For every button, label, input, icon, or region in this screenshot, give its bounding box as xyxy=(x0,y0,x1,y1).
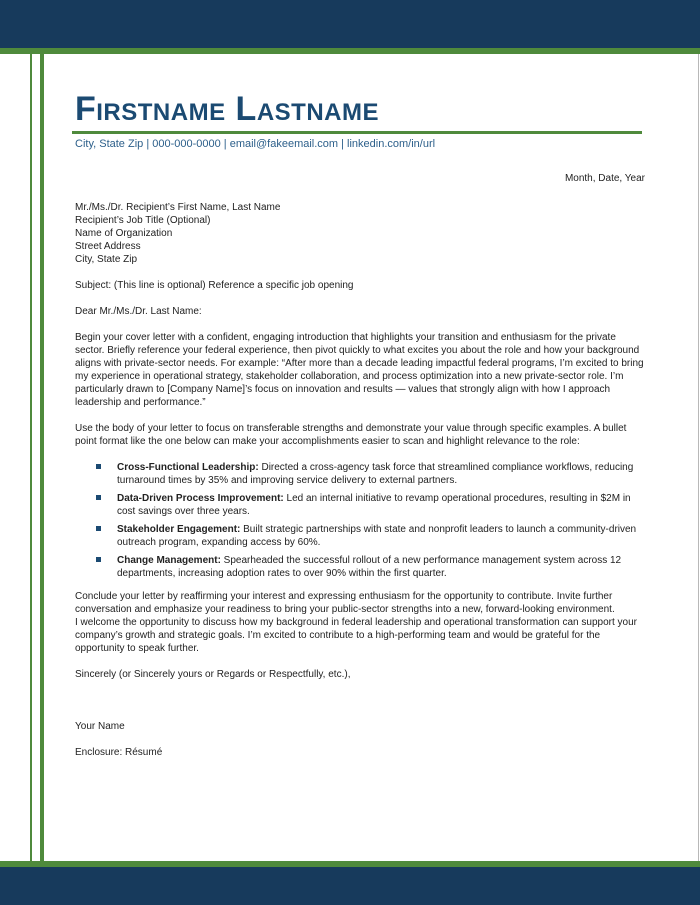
bullet-title: Change Management: xyxy=(117,555,221,566)
bullet-title: Stakeholder Engagement: xyxy=(117,524,241,535)
applicant-name: Firstname Lastname xyxy=(75,90,379,128)
header-green-stripe xyxy=(0,48,700,54)
closing-line: Sincerely (or Sincerely yours or Regards or Respectfully, etc.), xyxy=(75,669,351,680)
bullet-text: Built strategic partnerships with state and nonprofit leaders to launch a community-driven outreach program, expanding access by 60%. xyxy=(117,524,637,548)
conclusion-text-2: I welcome the opportunity to discuss how my background in federal leadership and operational transformation can support your company’s growth and strategic goals. I’m excited to contribute to a high-performing team and would be grateful for the opportunity to speak further. xyxy=(75,617,637,654)
square-bullet-icon xyxy=(96,464,101,469)
list-item xyxy=(75,492,645,518)
right-page-border xyxy=(698,54,699,861)
list-item xyxy=(75,554,645,580)
conclusion-paragraph xyxy=(75,590,645,655)
list-item xyxy=(75,523,645,549)
header-navy-bar xyxy=(0,0,700,48)
letter-date: Month, Date, Year xyxy=(564,173,645,184)
recipient-street: Street Address xyxy=(75,241,141,252)
salutation: Dear Mr./Ms./Dr. Last Name: xyxy=(75,306,202,317)
recipient-name: Mr./Ms./Dr. Recipient’s First Name, Last Name xyxy=(75,202,281,213)
left-rule-thin xyxy=(30,54,32,861)
name-underline xyxy=(72,131,642,134)
list-item xyxy=(75,461,645,487)
bullet-title: Data-Driven Process Improvement: xyxy=(117,493,284,504)
signature-name: Your Name xyxy=(75,721,125,732)
recipient-organization: Name of Organization xyxy=(75,228,173,239)
body-paragraph: Use the body of your letter to focus on transferable strengths and demonstrate your value through specific examples. A bullet point format like the one below can make your accomplishments easier to scan and highlight relevance to the role: xyxy=(75,423,627,447)
square-bullet-icon xyxy=(96,526,101,531)
accomplishment-list xyxy=(75,461,645,580)
intro-paragraph: Begin your cover letter with a confident, engaging introduction that highlights your transition and enthusiasm for the private sector. Briefly reference your federal experience, then pivot quickly to what excites you about the role and how your background aligns with private-sector needs. For example: “After more than a decade leading impactful federal programs, I’m excited to bring my experience in operational strategy, stakeholder collaboration, and process optimization into a new private-sector role. I’m particularly drawn to [Company Name]’s focus on innovation and results — values that strongly align with how I approach leadership and performance.” xyxy=(75,332,644,408)
letter-body xyxy=(75,172,645,772)
conclusion-text-1: Conclude your letter by reaffirming your interest and expressing enthusiasm for the opportunity to contribute. Invite further conversation and emphasize your readiness to bring your public-sector strengths into a new, forward-looking environment. xyxy=(75,591,615,615)
bullet-text: Spearheaded the successful rollout of a new performance management system across 12 departments, increasing adoption rates to over 90% within the first quarter. xyxy=(117,555,622,579)
bullet-text: Led an internal initiative to revamp operational procedures, resulting in $2M in cost savings over three years. xyxy=(117,493,631,517)
bullet-text: Directed a cross-agency task force that streamlined compliance workflows, reducing turnaround times by 35% and improving service delivery to external partners. xyxy=(117,462,634,486)
left-rule-thick xyxy=(40,54,44,861)
square-bullet-icon xyxy=(96,495,101,500)
subject-line: Subject: (This line is optional) Reference a specific job opening xyxy=(75,280,354,291)
recipient-block xyxy=(75,201,645,266)
recipient-title: Recipient’s Job Title (Optional) xyxy=(75,215,211,226)
signature-space xyxy=(75,694,645,720)
enclosure-line: Enclosure: Résumé xyxy=(75,747,163,758)
square-bullet-icon xyxy=(96,557,101,562)
contact-line: City, State Zip | 000-000-0000 | email@fakeemail.com | linkedin.com/in/url xyxy=(75,138,436,150)
recipient-city: City, State Zip xyxy=(75,254,138,265)
footer-navy-bar xyxy=(0,867,700,905)
bullet-title: Cross-Functional Leadership: xyxy=(117,462,259,473)
